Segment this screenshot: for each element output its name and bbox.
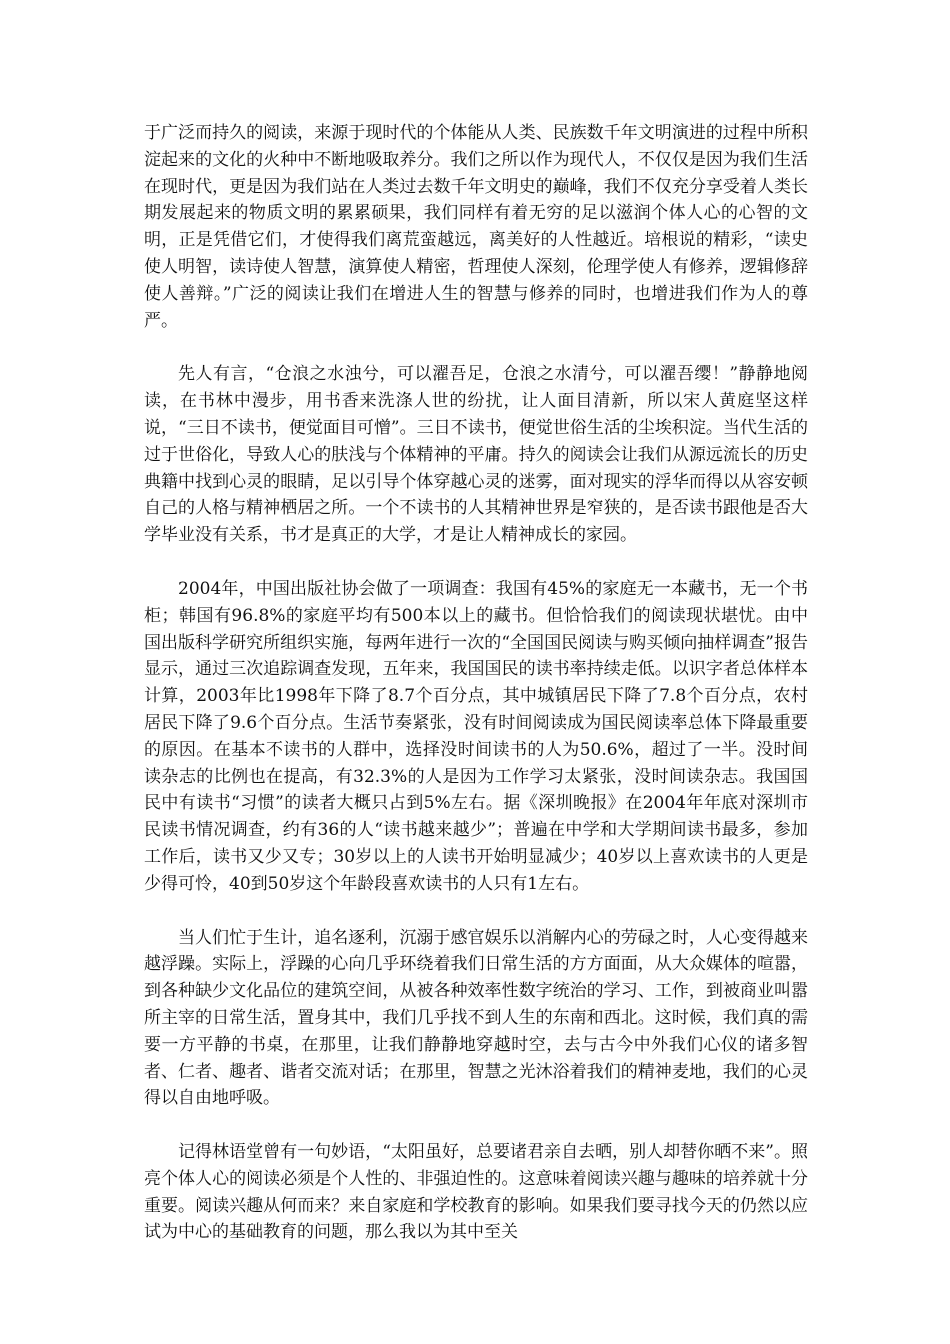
document-body <box>144 120 808 1273</box>
paragraph-5: 记得林语堂曾有一句妙语，“太阳虽好，总要诸君亲自去晒，别人却替你晒不来”。照亮个体人心的阅读必须是个人性的、非强迫性的。这意味着阅读兴趣与趣味的培养就十分重要。阅读兴趣从何而来？来自家庭和学校教育的影响。如果我们要寻找今天的仍然以应试为中心的基础教育的问题，那么我以为其中至关 <box>144 1142 808 1243</box>
paragraph-3: 2004年，中国出版社协会做了一项调查：我国有45%的家庭无一本藏书，无一个书柜；韩国有96.8%的家庭平均有500本以上的藏书。但恰恰我们的阅读现状堪忧。由中国出版科学研究所组织实施，每两年进行一次的“全国国民阅读与购买倾向抽样调查”报告显示，通过三次追踪调查发现，五年来，我国国民的读书率持续走低。以识字者总体样本计算，2003年比1998年下降了8.7个百分点，其中城镇居民下降了7.8个百分点，农村居民下降了9.6个百分点。生活节奏紧张，没有时间阅读成为国民阅读率总体下降最重要的原因。在基本不读书的人群中，选择没时间读书的人为50.6%，超过了一半。没时间读杂志的比例也在提高，有32.3%的人是因为工作学习太紧张，没时间读杂志。我国国民中有读书“习惯”的读者大概只占到5%左右。据《深圳晚报》在2004年年底对深圳市民读书情况调查，约有36的人“读书越来越少”；普遍在中学和大学期间读书最多，参加工作后，读书又少又专；30岁以上的人读书开始明显减少；40岁以上喜欢读书的人更是少得可怜，40到50岁这个年龄段喜欢读书的人只有1左右。 <box>144 578 808 894</box>
paragraph-1: 于广泛而持久的阅读，来源于现时代的个体能从人类、民族数千年文明演进的过程中所积淀起来的文化的火种中不断地吸取养分。我们之所以作为现代人，不仅仅是因为我们生活在现时代，更是因为我们站在人类过去数千年文明史的巅峰，我们不仅充分享受着人类长期发展起来的物质文明的累累硕果，我们同样有着无穷的足以滋润个体人心的心智的文明，正是凭借它们，才使得我们离荒蛮越远，离美好的人性越近。培根说的精彩，“读史使人明智，读诗使人智慧，演算使人精密，哲理使人深刻，伦理学使人有修养，逻辑修辞使人善辩。”广泛的阅读让我们在增进人生的智慧与修养的同时，也增进我们作为人的尊严。 <box>144 123 808 331</box>
paragraph-2: 先人有言，“仓浪之水浊兮，可以濯吾足，仓浪之水清兮，可以濯吾缨！”静静地阅读，在书林中漫步，用书香来洗涤人世的纷扰，让人面目清新，所以宋人黄庭坚这样说，“三日不读书，便觉面目可憎”。三日不读书，便觉世俗生活的尘埃积淀。当代生活的过于世俗化，导致人心的肤浅与个体精神的平庸。持久的阅读会让我们从源远流长的历史典籍中找到心灵的眼睛，足以引导个体穿越心灵的迷雾，面对现实的浮华而得以从容安顿自己的人格与精神栖居之所。一个不读书的人其精神世界是窄狭的，是否读书跟他是否大学毕业没有关系，书才是真正的大学，才是让人精神成长的家园。 <box>144 364 808 546</box>
paragraph-4: 当人们忙于生计，追名逐利，沉溺于感官娱乐以消解内心的劳碌之时，人心变得越来越浮躁。实际上，浮躁的心向几乎环绕着我们日常生活的方方面面，从大众媒体的喧嚣，到各种缺少文化品位的建筑空间，从被各种效率性数字统治的学习、工作，到被商业叫嚣所主宰的日常生活，置身其中，我们几乎找不到人生的东南和西北。这时候，我们真的需要一方平静的书桌，在那里，让我们静静地穿越时空，去与古今中外我们心仪的诸多智者、仁者、趣者、谐者交流对话；在那里，智慧之光沐浴着我们的精神麦地，我们的心灵得以自由地呼吸。 <box>144 927 808 1109</box>
